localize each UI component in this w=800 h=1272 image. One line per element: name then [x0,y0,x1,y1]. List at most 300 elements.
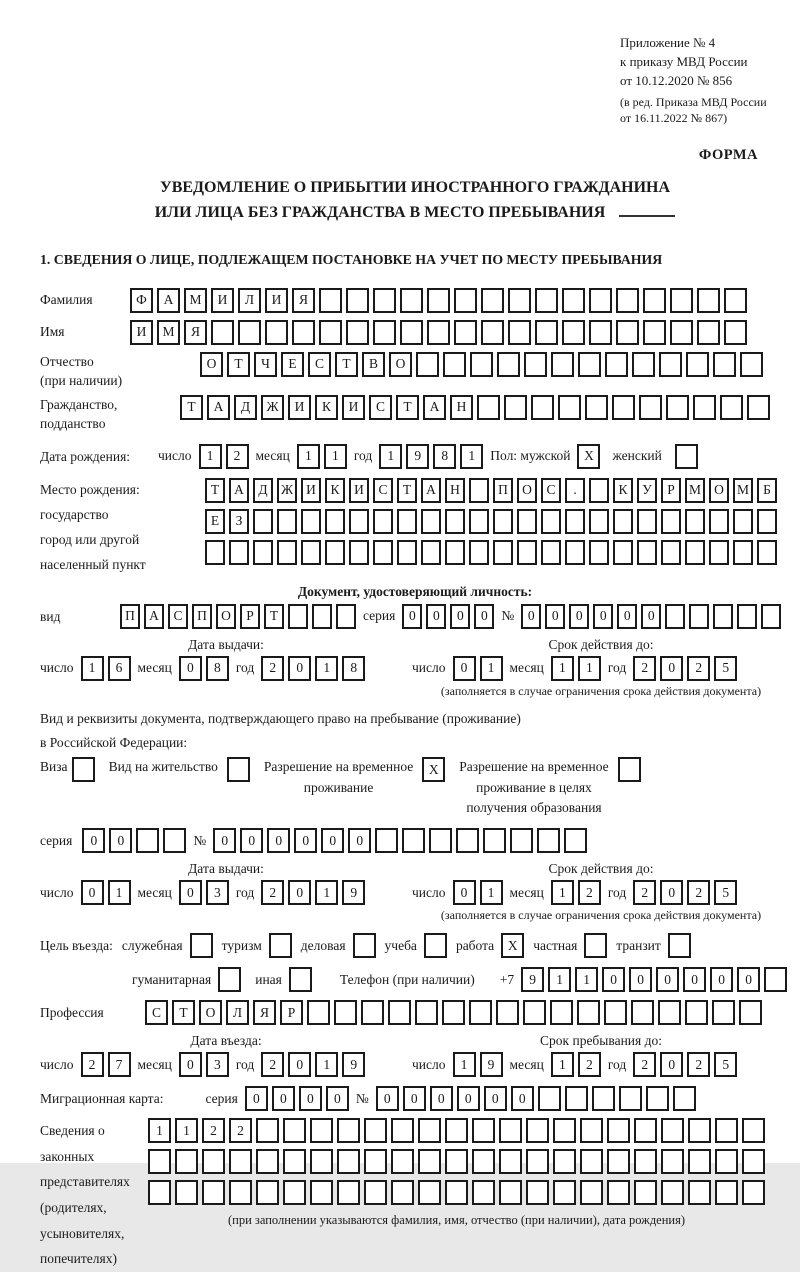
form-cell[interactable]: Т [180,395,203,420]
form-cell[interactable]: Р [240,604,260,629]
form-cell[interactable] [661,509,681,534]
form-cell[interactable] [364,1149,387,1174]
form-cell[interactable] [418,1118,441,1143]
form-cell[interactable] [564,828,587,853]
form-cell[interactable]: 0 [453,656,476,681]
form-cell[interactable]: 1 [578,656,601,681]
form-cell[interactable] [605,352,628,377]
purpose-study-checkbox[interactable] [424,933,447,958]
form-cell[interactable]: 0 [179,656,202,681]
form-cell[interactable]: 1 [315,656,338,681]
form-cell[interactable]: 0 [450,604,470,629]
form-cell[interactable] [253,540,273,565]
form-cell[interactable] [643,320,666,345]
form-cell[interactable] [325,540,345,565]
form-cell[interactable] [445,1149,468,1174]
form-cell[interactable] [764,967,787,992]
form-cell[interactable] [643,288,666,313]
form-cell[interactable] [733,509,753,534]
form-cell[interactable] [757,509,777,534]
form-cell[interactable]: 0 [245,1086,268,1111]
form-cell[interactable]: С [373,478,393,503]
form-cell[interactable]: А [229,478,249,503]
form-cell[interactable] [580,1149,603,1174]
form-cell[interactable]: 2 [633,656,656,681]
form-cell[interactable] [737,604,757,629]
form-cell[interactable] [400,320,423,345]
form-cell[interactable]: . [565,478,585,503]
form-cell[interactable] [585,395,608,420]
form-cell[interactable] [469,1000,492,1025]
form-cell[interactable] [493,540,513,565]
form-cell[interactable]: А [421,478,441,503]
form-cell[interactable] [481,320,504,345]
form-cell[interactable] [661,540,681,565]
form-cell[interactable] [136,828,159,853]
form-cell[interactable]: 1 [108,880,131,905]
purpose-business-checkbox[interactable] [353,933,376,958]
form-cell[interactable] [577,1000,600,1025]
form-cell[interactable]: Н [450,395,473,420]
form-cell[interactable] [288,604,308,629]
form-cell[interactable] [310,1149,333,1174]
form-cell[interactable] [325,509,345,534]
form-cell[interactable] [265,320,288,345]
form-cell[interactable] [472,1118,495,1143]
form-cell[interactable]: 2 [578,1052,601,1077]
form-cell[interactable]: 0 [737,967,760,992]
purpose-transit-checkbox[interactable] [668,933,691,958]
form-cell[interactable] [688,1118,711,1143]
form-cell[interactable] [421,540,441,565]
form-cell[interactable]: 0 [403,1086,426,1111]
form-cell[interactable]: И [265,288,288,313]
form-cell[interactable]: К [325,478,345,503]
form-cell[interactable]: 1 [551,880,574,905]
form-cell[interactable] [541,540,561,565]
form-cell[interactable] [604,1000,627,1025]
form-cell[interactable] [562,320,585,345]
form-cell[interactable] [634,1180,657,1205]
form-cell[interactable] [632,352,655,377]
form-cell[interactable] [637,540,657,565]
form-cell[interactable] [277,540,297,565]
form-cell[interactable] [616,288,639,313]
form-cell[interactable] [686,352,709,377]
form-cell[interactable] [619,1086,642,1111]
form-cell[interactable] [163,828,186,853]
form-cell[interactable] [666,395,689,420]
form-cell[interactable] [470,352,493,377]
form-cell[interactable]: 5 [714,880,737,905]
form-cell[interactable] [202,1180,225,1205]
form-cell[interactable]: 0 [660,1052,683,1077]
form-cell[interactable]: 1 [575,967,598,992]
form-cell[interactable] [565,540,585,565]
form-cell[interactable] [337,1118,360,1143]
form-cell[interactable] [553,1118,576,1143]
form-cell[interactable]: А [207,395,230,420]
form-cell[interactable] [418,1149,441,1174]
form-cell[interactable] [659,352,682,377]
form-cell[interactable]: 1 [379,444,402,469]
form-cell[interactable]: Д [234,395,257,420]
form-cell[interactable]: 2 [578,880,601,905]
form-cell[interactable]: Ж [277,478,297,503]
form-cell[interactable]: О [216,604,236,629]
form-cell[interactable] [310,1118,333,1143]
form-cell[interactable] [456,828,479,853]
form-cell[interactable]: 0 [240,828,263,853]
form-cell[interactable] [472,1149,495,1174]
form-cell[interactable]: 9 [406,444,429,469]
form-cell[interactable] [715,1149,738,1174]
form-cell[interactable]: М [685,478,705,503]
form-cell[interactable]: 9 [521,967,544,992]
form-cell[interactable] [481,288,504,313]
sex-male-checkbox[interactable]: X [577,444,600,469]
form-cell[interactable] [742,1118,765,1143]
form-cell[interactable] [391,1118,414,1143]
form-cell[interactable] [715,1118,738,1143]
residence-permit-checkbox[interactable] [227,757,250,782]
form-cell[interactable] [148,1149,171,1174]
form-cell[interactable]: Я [253,1000,276,1025]
form-cell[interactable]: Ж [261,395,284,420]
form-cell[interactable]: Я [184,320,207,345]
form-cell[interactable] [517,540,537,565]
sex-female-checkbox[interactable] [675,444,698,469]
form-cell[interactable]: Т [397,478,417,503]
form-cell[interactable] [391,1149,414,1174]
form-cell[interactable] [312,604,332,629]
form-cell[interactable]: 2 [261,880,284,905]
form-cell[interactable] [688,1180,711,1205]
form-cell[interactable] [402,828,425,853]
form-cell[interactable] [454,320,477,345]
form-cell[interactable]: 2 [261,1052,284,1077]
form-cell[interactable] [442,1000,465,1025]
temp-residence-edu-checkbox[interactable] [618,757,641,782]
form-cell[interactable]: 0 [81,880,104,905]
form-cell[interactable] [373,320,396,345]
form-cell[interactable]: 0 [213,828,236,853]
form-cell[interactable] [229,1149,252,1174]
form-cell[interactable]: 3 [206,1052,229,1077]
form-cell[interactable] [733,540,753,565]
form-cell[interactable]: Т [396,395,419,420]
form-cell[interactable]: О [199,1000,222,1025]
form-cell[interactable]: 0 [376,1086,399,1111]
form-cell[interactable] [307,1000,330,1025]
form-cell[interactable]: 0 [179,880,202,905]
form-cell[interactable] [477,395,500,420]
form-cell[interactable] [364,1118,387,1143]
form-cell[interactable] [613,540,633,565]
form-cell[interactable] [526,1118,549,1143]
form-cell[interactable]: 2 [633,880,656,905]
form-cell[interactable]: 2 [687,1052,710,1077]
form-cell[interactable] [499,1118,522,1143]
form-cell[interactable] [499,1149,522,1174]
form-cell[interactable] [510,828,533,853]
form-cell[interactable]: Л [238,288,261,313]
form-cell[interactable]: 0 [521,604,541,629]
form-cell[interactable] [612,395,635,420]
form-cell[interactable]: 2 [261,656,284,681]
form-cell[interactable]: 0 [288,1052,311,1077]
form-cell[interactable]: 0 [272,1086,295,1111]
form-cell[interactable]: 0 [569,604,589,629]
form-cell[interactable]: Т [264,604,284,629]
form-cell[interactable] [469,509,489,534]
form-cell[interactable] [454,288,477,313]
form-cell[interactable] [229,1180,252,1205]
form-cell[interactable] [445,540,465,565]
form-cell[interactable]: 9 [480,1052,503,1077]
form-cell[interactable]: 8 [433,444,456,469]
form-cell[interactable] [558,395,581,420]
form-cell[interactable] [283,1149,306,1174]
form-cell[interactable] [349,509,369,534]
form-cell[interactable]: 0 [660,656,683,681]
form-cell[interactable] [538,1086,561,1111]
form-cell[interactable]: 1 [199,444,222,469]
form-cell[interactable] [661,1118,684,1143]
form-cell[interactable]: 0 [453,880,476,905]
form-cell[interactable] [445,1180,468,1205]
form-cell[interactable] [429,828,452,853]
form-cell[interactable]: У [637,478,657,503]
form-cell[interactable] [472,1180,495,1205]
form-cell[interactable] [742,1149,765,1174]
form-cell[interactable] [689,604,709,629]
form-cell[interactable] [613,509,633,534]
form-cell[interactable] [578,352,601,377]
form-cell[interactable]: О [709,478,729,503]
form-cell[interactable] [277,509,297,534]
form-cell[interactable] [427,288,450,313]
form-cell[interactable]: О [517,478,537,503]
form-cell[interactable] [469,540,489,565]
form-cell[interactable] [589,288,612,313]
form-cell[interactable] [565,509,585,534]
form-cell[interactable] [283,1118,306,1143]
form-cell[interactable] [661,1149,684,1174]
form-cell[interactable]: 2 [229,1118,252,1143]
form-cell[interactable]: И [301,478,321,503]
form-cell[interactable]: С [369,395,392,420]
form-cell[interactable]: 0 [179,1052,202,1077]
form-cell[interactable]: 2 [633,1052,656,1077]
form-cell[interactable]: З [229,509,249,534]
form-cell[interactable] [283,1180,306,1205]
form-cell[interactable] [397,509,417,534]
form-cell[interactable]: Т [227,352,250,377]
form-cell[interactable] [724,320,747,345]
form-cell[interactable]: Б [757,478,777,503]
form-cell[interactable] [205,540,225,565]
form-cell[interactable]: Т [335,352,358,377]
form-cell[interactable] [400,288,423,313]
form-cell[interactable]: Т [205,478,225,503]
form-cell[interactable]: 0 [484,1086,507,1111]
form-cell[interactable]: К [315,395,338,420]
form-cell[interactable] [445,1118,468,1143]
form-cell[interactable] [256,1149,279,1174]
form-cell[interactable] [373,540,393,565]
form-cell[interactable] [508,288,531,313]
form-cell[interactable]: Я [292,288,315,313]
form-cell[interactable] [202,1149,225,1174]
form-cell[interactable]: О [200,352,223,377]
form-cell[interactable]: М [157,320,180,345]
form-cell[interactable] [256,1180,279,1205]
form-cell[interactable]: В [362,352,385,377]
form-cell[interactable]: 0 [321,828,344,853]
form-cell[interactable] [364,1180,387,1205]
form-cell[interactable]: 1 [315,1052,338,1077]
form-cell[interactable]: 1 [315,880,338,905]
form-cell[interactable]: М [184,288,207,313]
form-cell[interactable] [415,1000,438,1025]
form-cell[interactable]: 0 [288,880,311,905]
form-cell[interactable] [445,509,465,534]
form-cell[interactable] [301,509,321,534]
form-cell[interactable]: 1 [453,1052,476,1077]
form-cell[interactable]: 0 [474,604,494,629]
form-cell[interactable] [253,509,273,534]
form-cell[interactable] [523,1000,546,1025]
form-cell[interactable]: 1 [480,656,503,681]
form-cell[interactable] [685,509,705,534]
form-cell[interactable] [637,509,657,534]
form-cell[interactable]: 0 [348,828,371,853]
form-cell[interactable]: 1 [148,1118,171,1143]
form-cell[interactable] [720,395,743,420]
form-cell[interactable]: 5 [714,1052,737,1077]
form-cell[interactable] [713,352,736,377]
purpose-business-trip-checkbox[interactable] [190,933,213,958]
form-cell[interactable] [589,478,609,503]
form-cell[interactable]: 0 [457,1086,480,1111]
form-cell[interactable] [607,1180,630,1205]
form-cell[interactable]: 2 [687,880,710,905]
form-cell[interactable] [334,1000,357,1025]
form-cell[interactable]: 0 [683,967,706,992]
form-cell[interactable] [292,320,315,345]
form-cell[interactable] [388,1000,411,1025]
form-cell[interactable] [592,1086,615,1111]
form-cell[interactable]: 0 [593,604,613,629]
form-cell[interactable]: 1 [548,967,571,992]
form-cell[interactable]: А [144,604,164,629]
form-cell[interactable] [580,1180,603,1205]
form-cell[interactable]: Л [226,1000,249,1025]
form-cell[interactable]: 0 [511,1086,534,1111]
form-cell[interactable] [526,1180,549,1205]
form-cell[interactable] [443,352,466,377]
form-cell[interactable]: 1 [297,444,320,469]
form-cell[interactable]: П [493,478,513,503]
form-cell[interactable]: 1 [480,880,503,905]
form-cell[interactable]: 2 [226,444,249,469]
form-cell[interactable]: 8 [342,656,365,681]
form-cell[interactable] [256,1118,279,1143]
form-cell[interactable]: 0 [326,1086,349,1111]
form-cell[interactable]: 1 [175,1118,198,1143]
form-cell[interactable] [685,540,705,565]
form-cell[interactable] [757,540,777,565]
form-cell[interactable] [504,395,527,420]
form-cell[interactable] [747,395,770,420]
form-cell[interactable] [517,509,537,534]
form-cell[interactable] [709,540,729,565]
form-cell[interactable]: Е [205,509,225,534]
form-cell[interactable] [483,828,506,853]
form-cell[interactable] [607,1118,630,1143]
form-cell[interactable]: И [288,395,311,420]
form-cell[interactable]: 3 [206,880,229,905]
form-cell[interactable] [346,320,369,345]
form-cell[interactable] [646,1086,669,1111]
form-cell[interactable]: Р [280,1000,303,1025]
form-cell[interactable]: 9 [342,880,365,905]
form-cell[interactable]: 2 [202,1118,225,1143]
form-cell[interactable]: 0 [299,1086,322,1111]
form-cell[interactable] [493,509,513,534]
form-cell[interactable] [346,288,369,313]
form-cell[interactable] [229,540,249,565]
form-cell[interactable] [148,1180,171,1205]
form-cell[interactable] [541,509,561,534]
form-cell[interactable] [685,1000,708,1025]
purpose-work-checkbox[interactable]: X [501,933,524,958]
form-cell[interactable]: С [168,604,188,629]
form-cell[interactable] [497,352,520,377]
form-cell[interactable] [537,828,560,853]
form-cell[interactable] [589,540,609,565]
purpose-tourism-checkbox[interactable] [269,933,292,958]
form-cell[interactable] [373,509,393,534]
form-cell[interactable]: 9 [342,1052,365,1077]
form-cell[interactable] [496,1000,519,1025]
form-cell[interactable]: Е [281,352,304,377]
form-cell[interactable] [616,320,639,345]
form-cell[interactable] [336,604,356,629]
form-cell[interactable] [693,395,716,420]
form-cell[interactable] [301,540,321,565]
form-cell[interactable] [531,395,554,420]
form-cell[interactable]: П [120,604,140,629]
form-cell[interactable] [607,1149,630,1174]
form-cell[interactable] [175,1180,198,1205]
form-cell[interactable]: 0 [641,604,661,629]
form-cell[interactable]: Р [661,478,681,503]
form-cell[interactable]: К [613,478,633,503]
form-cell[interactable]: 0 [617,604,637,629]
form-cell[interactable]: 0 [288,656,311,681]
purpose-private-checkbox[interactable] [584,933,607,958]
form-cell[interactable] [418,1180,441,1205]
form-cell[interactable] [740,352,763,377]
form-cell[interactable] [742,1180,765,1205]
form-cell[interactable] [416,352,439,377]
form-cell[interactable] [665,604,685,629]
form-cell[interactable] [739,1000,762,1025]
form-cell[interactable] [397,540,417,565]
form-cell[interactable]: 1 [324,444,347,469]
